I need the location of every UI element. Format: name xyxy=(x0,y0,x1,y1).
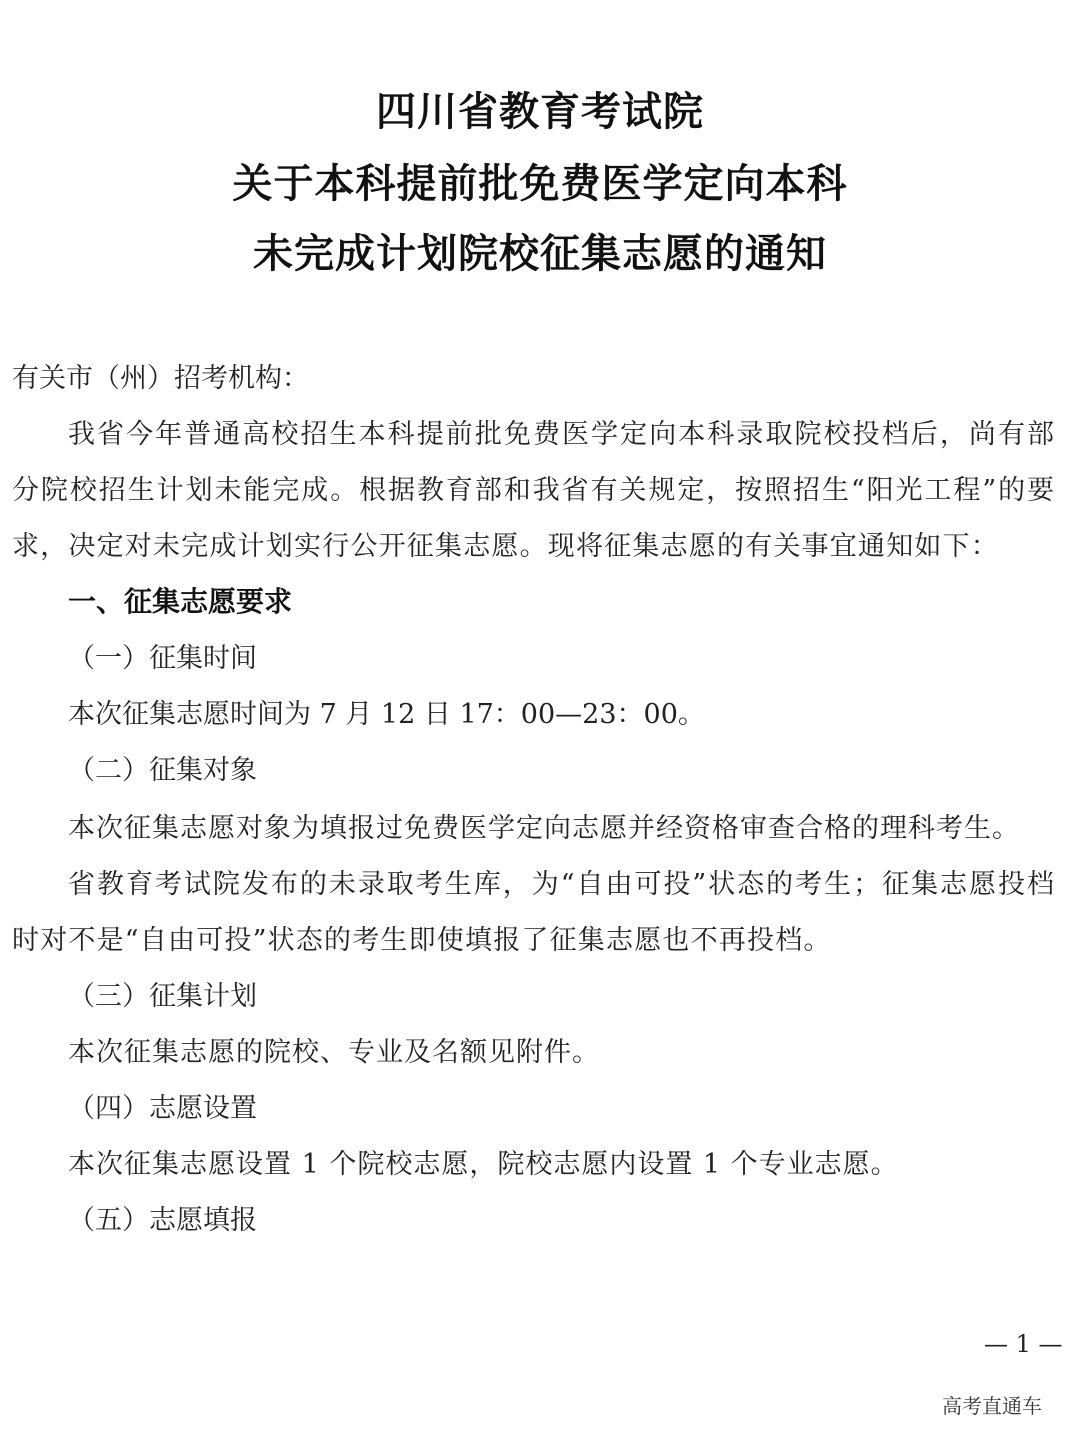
subsection-3-text: 本次征集志愿的院校、专业及名额见附件。 xyxy=(68,1037,600,1068)
subsection-2-text-1: 本次征集志愿对象为填报过免费医学定向志愿并经资格审查合格的理科考生。 xyxy=(68,813,1020,844)
subsection-2-text-2b: 时对不是“自由可投”状态的考生即使填报了征集志愿也不再投档。 xyxy=(12,925,832,956)
subsection-3-heading: （三）征集计划 xyxy=(68,981,257,1012)
intro-line-3: 求，决定对未完成计划实行公开征集志愿。现将征集志愿的有关事宜通知如下： xyxy=(12,531,999,562)
subsection-4-heading: （四）志愿设置 xyxy=(68,1093,257,1124)
intro-line-2: 分院校招生计划未能完成。根据教育部和我省有关规定，按照招生“阳光工程”的要 xyxy=(12,475,1054,506)
title-line-3: 未完成计划院校征集志愿的通知 xyxy=(253,231,827,277)
subsection-1-heading: （一）征集时间 xyxy=(68,643,257,674)
subsection-2-heading: （二）征集对象 xyxy=(68,755,257,786)
subsection-1-text: 本次征集志愿时间为 7 月 12 日 17：00—23：00。 xyxy=(68,699,705,730)
subsection-5-heading: （五）志愿填报 xyxy=(68,1205,257,1236)
watermark: 高考直通车 xyxy=(942,1394,1042,1418)
title-line-2: 关于本科提前批免费医学定向本科 xyxy=(232,161,848,207)
section-1-heading: 一、征集志愿要求 xyxy=(68,585,293,618)
page-number: — 1 — xyxy=(984,1330,1063,1358)
subsection-2-text-2a: 省教育考试院发布的未录取考生库，为“自由可投”状态的考生；征集志愿投档 xyxy=(68,869,1054,900)
salutation: 有关市（州）招考机构： xyxy=(12,363,309,394)
subsection-4-text: 本次征集志愿设置 1 个院校志愿，院校志愿内设置 1 个专业志愿。 xyxy=(68,1149,899,1180)
title-line-1: 四川省教育考试院 xyxy=(376,89,704,135)
intro-line-1: 我省今年普通高校招生本科提前批免费医学定向本科录取院校投档后，尚有部 xyxy=(68,419,1054,450)
